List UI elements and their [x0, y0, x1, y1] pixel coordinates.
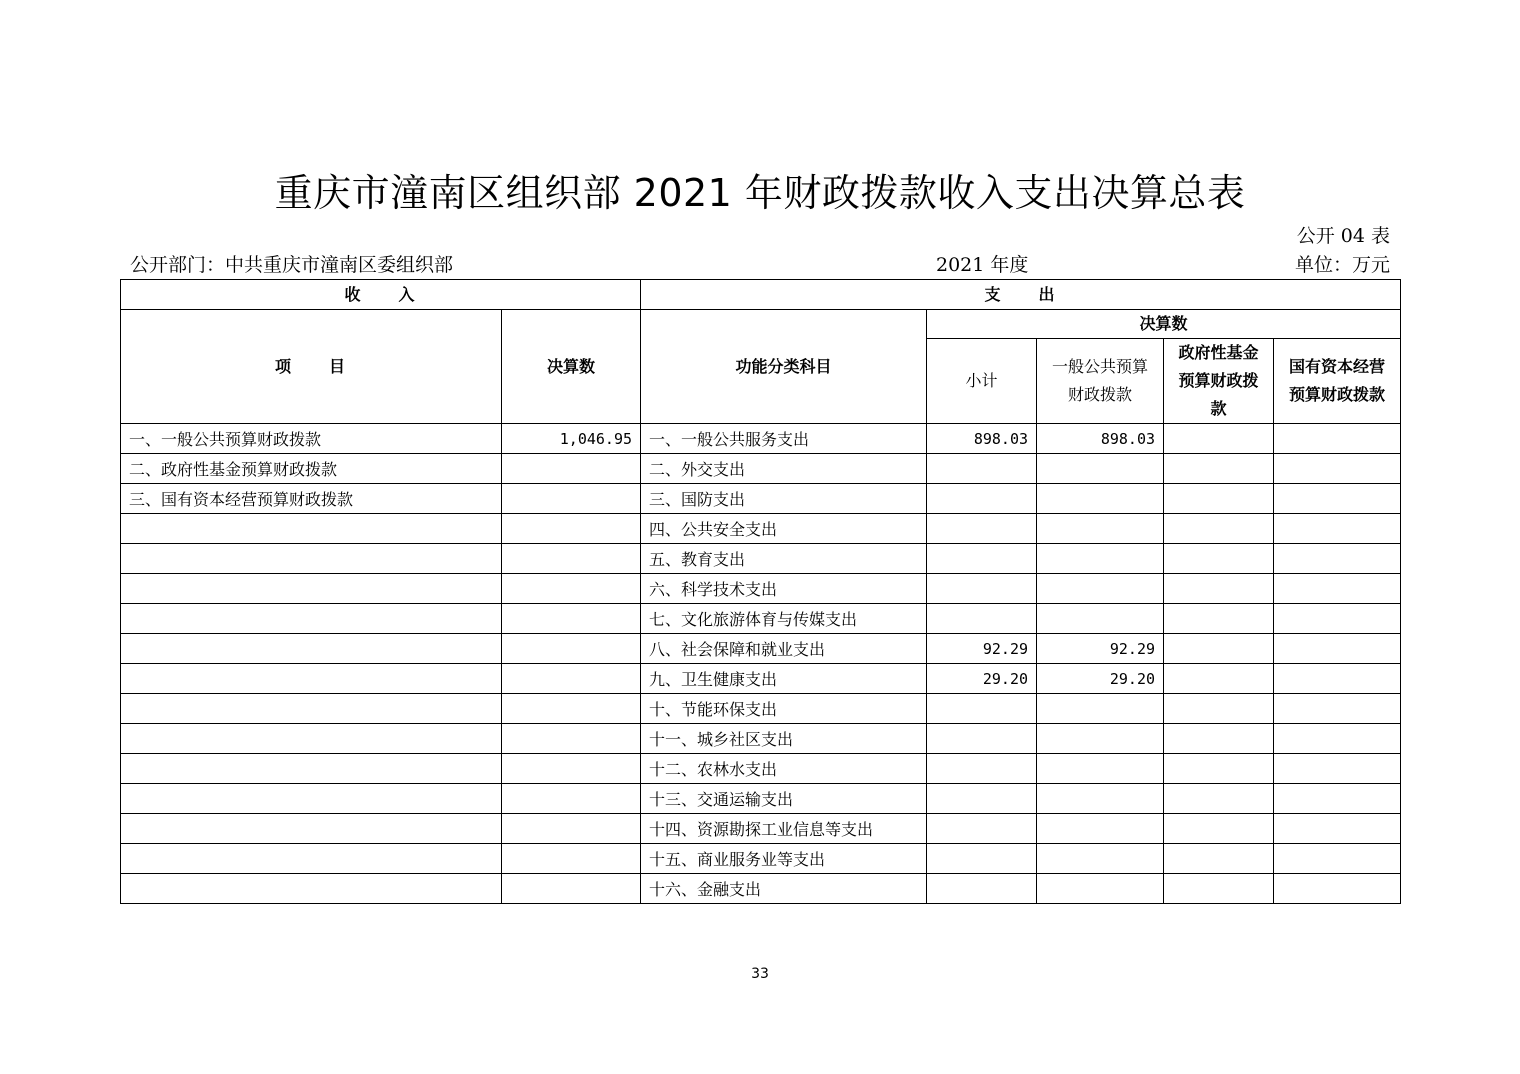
unit-label: 单位：万元	[1294, 254, 1390, 276]
function-category-cell: 十三、交通运输支出	[641, 784, 927, 814]
general-budget-cell: 92.29	[1037, 634, 1164, 664]
function-category-cell: 五、教育支出	[641, 544, 927, 574]
general-budget-cell	[1037, 484, 1164, 514]
state-capital-cell	[1274, 874, 1401, 904]
gov-fund-cell	[1164, 814, 1274, 844]
gov-fund-cell	[1164, 754, 1274, 784]
state-capital-cell	[1274, 454, 1401, 484]
state-capital-header: 国有资本经营预算财政拨款	[1274, 339, 1401, 424]
general-budget-cell	[1037, 604, 1164, 634]
income-amount-cell	[502, 784, 641, 814]
subtotal-cell	[927, 484, 1037, 514]
income-item-cell	[121, 754, 502, 784]
state-capital-cell	[1274, 544, 1401, 574]
table-row	[121, 454, 1401, 484]
gov-fund-cell	[1164, 844, 1274, 874]
subtotal-cell	[927, 514, 1037, 544]
general-budget-cell	[1037, 574, 1164, 604]
general-budget-cell	[1037, 514, 1164, 544]
gov-fund-cell	[1164, 544, 1274, 574]
gov-fund-cell	[1164, 694, 1274, 724]
general-budget-cell	[1037, 784, 1164, 814]
state-capital-cell	[1274, 814, 1401, 844]
gov-fund-cell	[1164, 634, 1274, 664]
function-category-cell: 三、国防支出	[641, 484, 927, 514]
function-category-cell: 十五、商业服务业等支出	[641, 844, 927, 874]
general-budget-cell	[1037, 694, 1164, 724]
function-category-cell: 二、外交支出	[641, 454, 927, 484]
state-capital-cell	[1274, 514, 1401, 544]
table-row	[121, 874, 1401, 904]
income-amount-cell	[502, 604, 641, 634]
function-category-cell: 六、科学技术支出	[641, 574, 927, 604]
income-item-cell	[121, 634, 502, 664]
general-budget-cell	[1037, 724, 1164, 754]
income-amount-cell	[502, 754, 641, 784]
function-category-header: 功能分类科目	[641, 310, 927, 424]
function-category-cell: 十一、城乡社区支出	[641, 724, 927, 754]
state-capital-cell	[1274, 724, 1401, 754]
final-amount-header: 决算数	[927, 310, 1401, 339]
subtotal-cell: 92.29	[927, 634, 1037, 664]
expense-header: 支 出	[641, 280, 1401, 310]
income-item-cell	[121, 694, 502, 724]
fiscal-year: 2021 年度	[936, 254, 1029, 276]
state-capital-cell	[1274, 754, 1401, 784]
table-row	[121, 694, 1401, 724]
income-item-cell: 二、政府性基金预算财政拨款	[121, 454, 502, 484]
income-amount-cell	[502, 664, 641, 694]
state-capital-cell	[1274, 484, 1401, 514]
state-capital-cell	[1274, 604, 1401, 634]
table-row	[121, 544, 1401, 574]
state-capital-cell	[1274, 424, 1401, 454]
gov-fund-cell	[1164, 484, 1274, 514]
general-budget-cell	[1037, 454, 1164, 484]
general-budget-cell: 898.03	[1037, 424, 1164, 454]
general-budget-cell	[1037, 754, 1164, 784]
subtotal-cell	[927, 604, 1037, 634]
gov-fund-cell	[1164, 784, 1274, 814]
subtotal-cell	[927, 814, 1037, 844]
page-number: 33	[751, 966, 769, 982]
table-row	[121, 784, 1401, 814]
income-item-cell	[121, 514, 502, 544]
function-category-cell: 十、节能环保支出	[641, 694, 927, 724]
income-amount-cell	[502, 694, 641, 724]
function-category-cell: 一、一般公共服务支出	[641, 424, 927, 454]
income-amount-cell	[502, 574, 641, 604]
table-row	[121, 724, 1401, 754]
subtotal-cell	[927, 694, 1037, 724]
gov-fund-cell	[1164, 514, 1274, 544]
general-budget-cell	[1037, 544, 1164, 574]
table-row	[121, 514, 1401, 544]
function-category-cell: 十二、农林水支出	[641, 754, 927, 784]
subtotal-cell	[927, 454, 1037, 484]
state-capital-cell	[1274, 664, 1401, 694]
general-budget-cell: 29.20	[1037, 664, 1164, 694]
subtotal-cell	[927, 574, 1037, 604]
page-title: 重庆市潼南区组织部 2021 年财政拨款收入支出决算总表	[274, 171, 1246, 215]
subtotal-cell	[927, 784, 1037, 814]
income-amount-cell	[502, 814, 641, 844]
general-budget-cell	[1037, 814, 1164, 844]
state-capital-cell	[1274, 844, 1401, 874]
general-budget-cell	[1037, 874, 1164, 904]
income-item-cell	[121, 544, 502, 574]
general-budget-cell	[1037, 844, 1164, 874]
gov-fund-cell	[1164, 664, 1274, 694]
gov-fund-cell	[1164, 424, 1274, 454]
general-budget-header: 一般公共预算财政拨款	[1037, 339, 1164, 424]
gov-fund-cell	[1164, 574, 1274, 604]
table-row	[121, 604, 1401, 634]
income-item-cell	[121, 724, 502, 754]
function-category-cell: 十四、资源勘探工业信息等支出	[641, 814, 927, 844]
income-item-cell: 一、一般公共预算财政拨款	[121, 424, 502, 454]
department-label: 公开部门：中共重庆市潼南区委组织部	[130, 254, 454, 276]
table-row	[121, 574, 1401, 604]
subtotal-cell: 29.20	[927, 664, 1037, 694]
income-amount-cell	[502, 844, 641, 874]
income-amount-cell	[502, 454, 641, 484]
income-item-cell	[121, 874, 502, 904]
income-item-cell	[121, 844, 502, 874]
function-category-cell: 四、公共安全支出	[641, 514, 927, 544]
gov-fund-cell	[1164, 874, 1274, 904]
function-category-cell: 九、卫生健康支出	[641, 664, 927, 694]
table-row	[121, 484, 1401, 514]
income-header: 收 入	[121, 280, 641, 310]
income-amount-cell: 1,046.95	[502, 424, 641, 454]
income-amount-cell	[502, 484, 641, 514]
income-item-cell: 三、国有资本经营预算财政拨款	[121, 484, 502, 514]
table-row	[121, 634, 1401, 664]
meta-row	[130, 252, 1390, 278]
budget-summary-table	[120, 279, 1401, 904]
income-amount-cell	[502, 544, 641, 574]
item-header: 项 目	[121, 310, 502, 424]
state-capital-cell	[1274, 784, 1401, 814]
table-row	[121, 424, 1401, 454]
income-amount-cell	[502, 874, 641, 904]
subtotal-cell	[927, 544, 1037, 574]
gov-fund-cell	[1164, 724, 1274, 754]
table-row	[121, 754, 1401, 784]
subtotal-cell	[927, 874, 1037, 904]
income-amount-cell	[502, 514, 641, 544]
function-category-cell: 七、文化旅游体育与传媒支出	[641, 604, 927, 634]
gov-fund-cell	[1164, 454, 1274, 484]
function-category-cell: 八、社会保障和就业支出	[641, 634, 927, 664]
income-item-cell	[121, 784, 502, 814]
state-capital-cell	[1274, 634, 1401, 664]
function-category-cell: 十六、金融支出	[641, 874, 927, 904]
income-item-cell	[121, 814, 502, 844]
table-row	[121, 664, 1401, 694]
subtotal-cell: 898.03	[927, 424, 1037, 454]
amount-header: 决算数	[502, 310, 641, 424]
state-capital-cell	[1274, 694, 1401, 724]
subtotal-header: 小计	[927, 339, 1037, 424]
subtotal-cell	[927, 844, 1037, 874]
income-amount-cell	[502, 634, 641, 664]
state-capital-cell	[1274, 574, 1401, 604]
subtotal-cell	[927, 754, 1037, 784]
income-item-cell	[121, 664, 502, 694]
income-item-cell	[121, 604, 502, 634]
gov-fund-cell	[1164, 604, 1274, 634]
form-code: 公开 04 表	[1296, 225, 1390, 247]
income-amount-cell	[502, 724, 641, 754]
table-row	[121, 814, 1401, 844]
table-row	[121, 844, 1401, 874]
subtotal-cell	[927, 724, 1037, 754]
income-item-cell	[121, 574, 502, 604]
gov-fund-header: 政府性基金预算财政拨款	[1164, 339, 1274, 424]
